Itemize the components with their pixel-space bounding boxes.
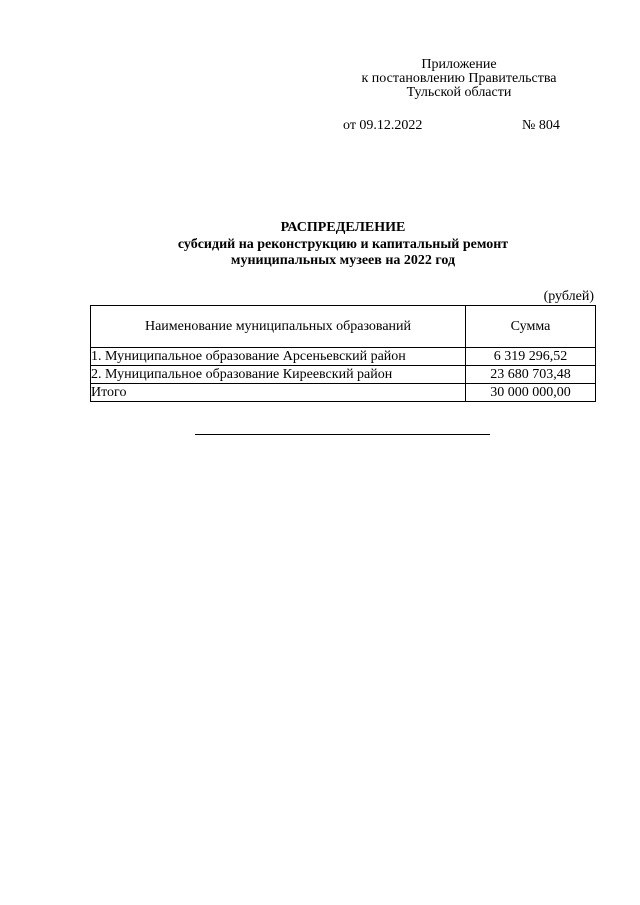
appendix-line: к постановлению Правительства [361,71,557,86]
title-line: РАСПРЕДЕЛЕНИЕ [280,220,406,235]
column-header-name: Наименование муниципальных образований [91,306,466,348]
document-title [90,220,596,270]
title-line: субсидий на реконструкцию и капитальный ремонт [177,236,509,252]
appendix-line: Приложение [421,57,497,72]
row-sum: 23 680 703,48 [466,366,596,384]
appendix-header [340,58,578,100]
column-header-sum: Сумма [466,306,596,348]
unit-label: (рублей) [543,289,594,304]
separator-line [195,434,490,435]
distribution-table [90,305,596,402]
document-date: от 09.12.2022 [343,118,423,133]
title-line: муниципальных музеев на 2022 год [230,253,456,268]
total-label: Итого [91,384,466,402]
table-row [91,366,596,384]
document-number: № 804 [522,118,560,133]
row-name: 1. Муниципальное образование Арсеньевский район [91,348,466,366]
row-sum: 6 319 296,52 [466,348,596,366]
total-sum: 30 000 000,00 [466,384,596,402]
row-name: 2. Муниципальное образование Киреевский район [91,366,466,384]
table-total-row [91,384,596,402]
table-header-row [91,306,596,348]
appendix-line: Тульской области [406,85,512,100]
table-row [91,348,596,366]
